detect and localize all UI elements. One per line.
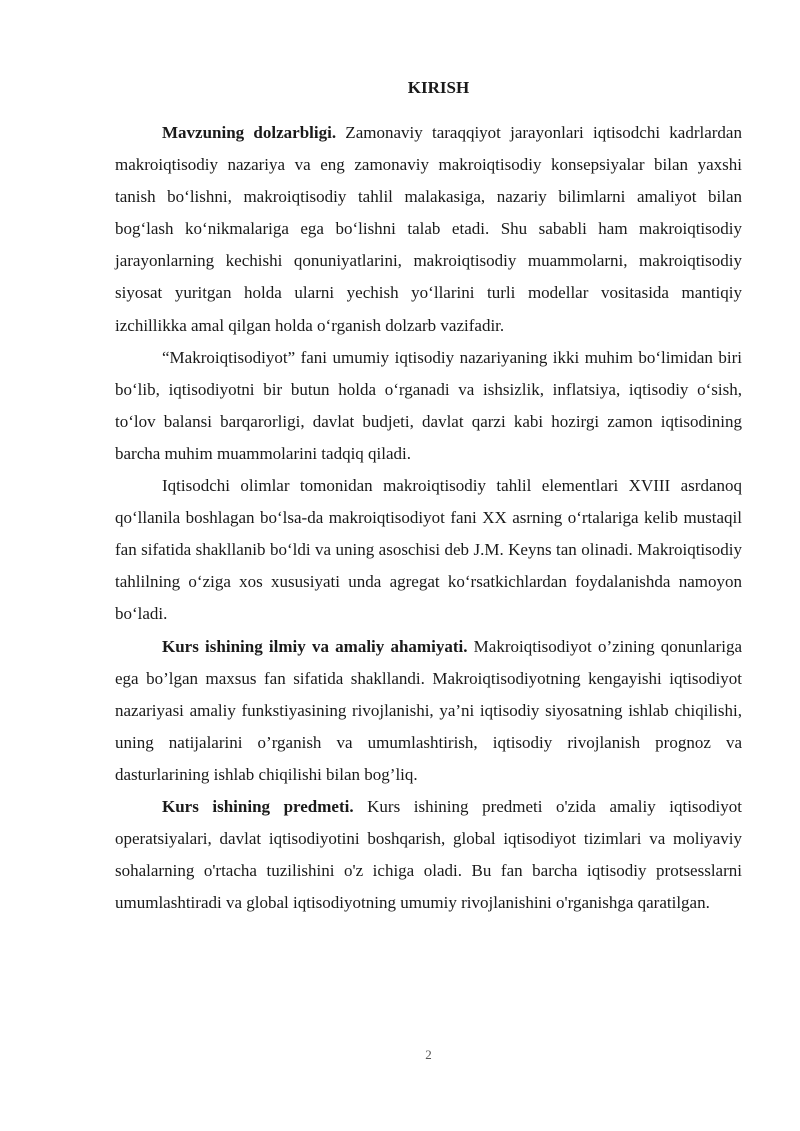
paragraph-text: “Makroiqtisodiyot” fani umumiy iqtisodiy nazariyaning ikki muhim bo‘limidan biri bo‘lib, iqtisodiyotni bir butun holda o‘rganadi va ishsizlik, inflatsiya, iqtisodiy o‘sish, to‘lov balansi barqarorligi, davlat budjeti, davlat qarzi kabi hozirgi zamon iqtisodining barcha muhim muammolarini tadqiq qiladi. (115, 347, 742, 463)
paragraph-text: Kurs ishining predmeti o'zida amaliy iqtisodiyot operatsiyalari, davlat iqtisodiyotini boshqarish, global iqtisodiyot tizimlari va moliyaviy sohalarning o'rtacha tuzilishini o'z ichiga oladi. Bu fan barcha iqtisodiy protsesslarni umumlashtiradi va global iqtisodiyotning umumiy rivojlanishini o'rganishga qaratilgan. (115, 796, 742, 913)
body-text (115, 117, 742, 919)
section-heading: KIRISH (407, 78, 470, 97)
paragraph-history (115, 470, 742, 630)
paragraph-lead: Kurs ishining ilmiy va amaliy ahamiyati. (162, 636, 468, 656)
paragraph-relevance (115, 117, 742, 342)
document-page (115, 0, 742, 1131)
paragraph-text: Makroiqtisodiyot o’zining qonunlariga ega bo’lgan maxsus fan sifatida shakllandi. Makroiqtisodiyotning kengayishi iqtisodiyot nazariyasi amaliy funkstiyasining rivojlanishi, ya’ni iqtisodiy siyosatning ishlab chiqilishi, uning natijalarini o’rganish va umumlashtirish, iqtisodiy rivojlanish prognoz va dasturlarining ishlab chiqilishi bilan bog’liq. (115, 636, 743, 784)
paragraph-lead: Kurs ishining predmeti. (162, 796, 354, 816)
paragraph-text: Iqtisodchi olimlar tomonidan makroiqtisodiy tahlil elementlari XVIII asrdanoq qo‘llanila boshlagan bo‘lsa-da makroiqtisodiyot fani XX asrning o‘rtalariga kelib mustaqil fan sifatida shakllanib bo‘ldi va uning asoschisi deb J.M. Keyns tan olinadi. Makroiqtisodiy tahlilning o‘ziga xos xususiyati unda agregat ko‘rsatkichlardan foydalanishda namoyon bo‘ladi. (115, 476, 742, 624)
paragraph-text: Zamonaviy taraqqiyot jarayonlari iqtisodchi kadrlardan makroiqtisodiy nazariya va eng zamonaviy makroiqtisodiy konsepsiyalar bilan yaxshi tanish bo‘lishni, makroiqtisodiy tahlil malakasiga, nazariy bilimlarni amaliyot bilan bog‘lash ko‘nikmalariga ega bo‘lishni talab etadi. Shu sababli ham makroiqtisodiy jarayonlarning kechishi qonuniyatlarini, makroiqtisodiy muammolarni, makroiqtisodiy siyosat yuritgan holda ularni yechish yo‘llarini turli modellar vositasida mantiqiy izchillikka amal qilgan holda o‘rganish dolzarb vazifadir. (115, 123, 742, 335)
paragraph-macroeconomics (115, 342, 742, 470)
paragraph-lead: Mavzuning dolzarbligi. (162, 123, 337, 142)
page-number: 2 (425, 1047, 432, 1062)
paragraph-significance (115, 631, 742, 791)
paragraph-subject (115, 791, 742, 919)
